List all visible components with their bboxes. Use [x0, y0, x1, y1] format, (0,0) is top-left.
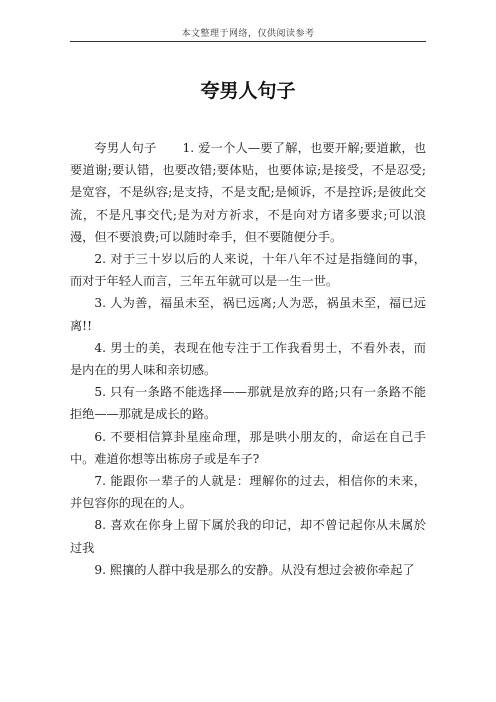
paragraph-9: 9. 熙攘的人群中我是那么的安静。从没有想过会被你牵起了: [94, 562, 415, 577]
paragraph-8: 8. 喜欢在你身上留下属於我的印记，却不曾记起你从未属於过我: [70, 518, 426, 555]
paragraph-7: 7. 能跟你一辈子的人就是：理解你的过去，相信你的未来，并包容你的现在的人。: [70, 474, 426, 511]
paragraph-1: [70, 137, 426, 248]
paragraph-5: 5. 只有一条路不能选择——那就是放弃的路;只有一条路不能拒绝——那就是成长的路。: [70, 385, 426, 422]
paragraph-text: 1. 爱一个人—要了解，也要开解;要道歉，也要道谢;要认错，也要改错;要体贴，也要体谅;是接受，不是忍受;是宽容，不是纵容;是支持，不是支配;是倾诉，不是控诉;是彼此交流，不是凡事交代;是为对方祈求，不是向对方诸多要求;可以浪漫，但不要浪费;可以随时牵手，但不要随便分手。: [70, 141, 427, 244]
paragraph-2: 2. 对于三十岁以后的人来说，十年八年不过是指缝间的事，而对于年轻人而言，三年五年就可以是一生一世。: [70, 252, 426, 289]
header-divider: [70, 41, 426, 42]
paragraph-3: 3. 人为善，福虽未至，祸已远离;人为恶，祸虽未至，福已远离!!: [70, 296, 426, 333]
header-note: 本文整理于网络，仅供阅读参考: [181, 29, 315, 39]
lead-label: 夸男人句子: [94, 141, 157, 155]
paragraph-4: 4. 男士的美，表现在他专注于工作我看男士，不看外表，而是内在的男人味和亲切感。: [70, 340, 426, 378]
document-title: 夸男人句子: [200, 80, 296, 102]
document-body: [70, 137, 426, 581]
paragraph-6: 6. 不要相信算卦星座命理，那是哄小朋友的，命运在自己手中。难道你想等出栋房子或是车子?: [70, 429, 426, 466]
